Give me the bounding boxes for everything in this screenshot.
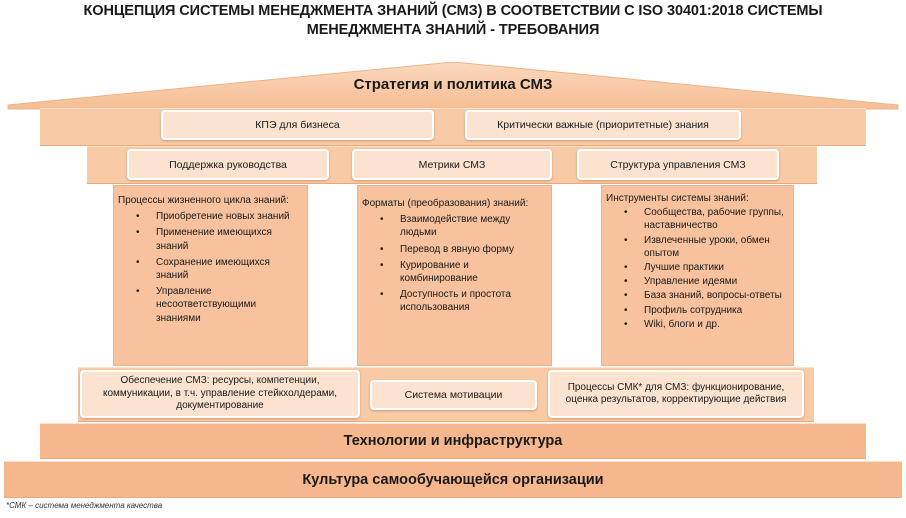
list-item: • Перевод в явную форму (362, 243, 547, 256)
list-item: • Сообщества, рабочие группы, наставничество (606, 206, 789, 232)
kms-support-box: Обеспечение СМЗ: ресурсы, компетенции, коммуникации, в т.ч. управление стейкхолдерами, документирование (80, 370, 360, 418)
title-line-1: КОНЦЕПЦИЯ СИСТЕМЫ МЕНЕДЖМЕНТА ЗНАНИЙ (СМЗ) В СООТВЕТСТВИИ С ISO 30401:2018 СИСТЕМЫ (83, 3, 823, 19)
motivation-box: Система мотивации (370, 380, 537, 410)
list-item: • Управление идеями (606, 275, 789, 288)
technology-band: Технологии и инфраструктура (40, 423, 866, 459)
kpi-business-box: КПЭ для бизнеса (161, 110, 434, 140)
list-item: • Курирование и комбинирование (362, 259, 547, 285)
diagram-title (0, 2, 906, 40)
title-line-2: МЕНЕДЖМЕНТА ЗНАНИЙ - ТРЕБОВАНИЯ (306, 22, 600, 38)
list-item: • Доступность и простота использования (362, 288, 547, 314)
kms-governance-box: Структура управления СМЗ (577, 149, 779, 180)
list-item: • Wiki, блоги и др. (606, 318, 789, 331)
pillar-tools-heading: Инструменты системы знаний: (606, 193, 749, 204)
pillar-formats-list (362, 213, 547, 314)
pillar-tools-list (606, 206, 789, 331)
pillar-formats (357, 185, 552, 366)
list-item: • Профиль сотрудника (606, 304, 789, 317)
critical-knowledge-box: Критически важные (приоритетные) знания (465, 110, 741, 140)
leadership-support-box: Поддержка руководства (127, 149, 329, 180)
pillar-formats-heading: Форматы (преобразования) знаний: (362, 198, 529, 209)
pillar-lifecycle-list (118, 210, 303, 325)
list-item: • База знаний, вопросы-ответы (606, 289, 789, 302)
list-item: • Извлеченные уроки, обмен опытом (606, 234, 789, 260)
roof-label: Стратегия и политика СМЗ (353, 76, 553, 93)
pillar-tools (601, 185, 794, 366)
pillar-lifecycle (113, 185, 308, 366)
kms-metrics-box: Метрики СМЗ (352, 149, 552, 180)
list-item: • Сохранение имеющихся знаний (118, 256, 303, 282)
list-item: • Применение имеющихся знаний (118, 226, 303, 252)
footnote: *СМК – система менеджмента качества (6, 501, 163, 510)
list-item: • Управление несоответствующими знаниями (118, 285, 303, 325)
list-item: • Лучшие практики (606, 261, 789, 274)
qms-processes-box: Процессы СМК* для СМЗ: функционирование, оценка результатов, корректирующие действия (548, 370, 804, 418)
pillar-lifecycle-heading: Процессы жизненного цикла знаний: (118, 195, 289, 206)
culture-foundation: Культура самообучающейся организации (4, 461, 902, 498)
list-item: • Взаимодействие между людьми (362, 213, 547, 239)
list-item: • Приобретение новых знаний (118, 210, 303, 223)
